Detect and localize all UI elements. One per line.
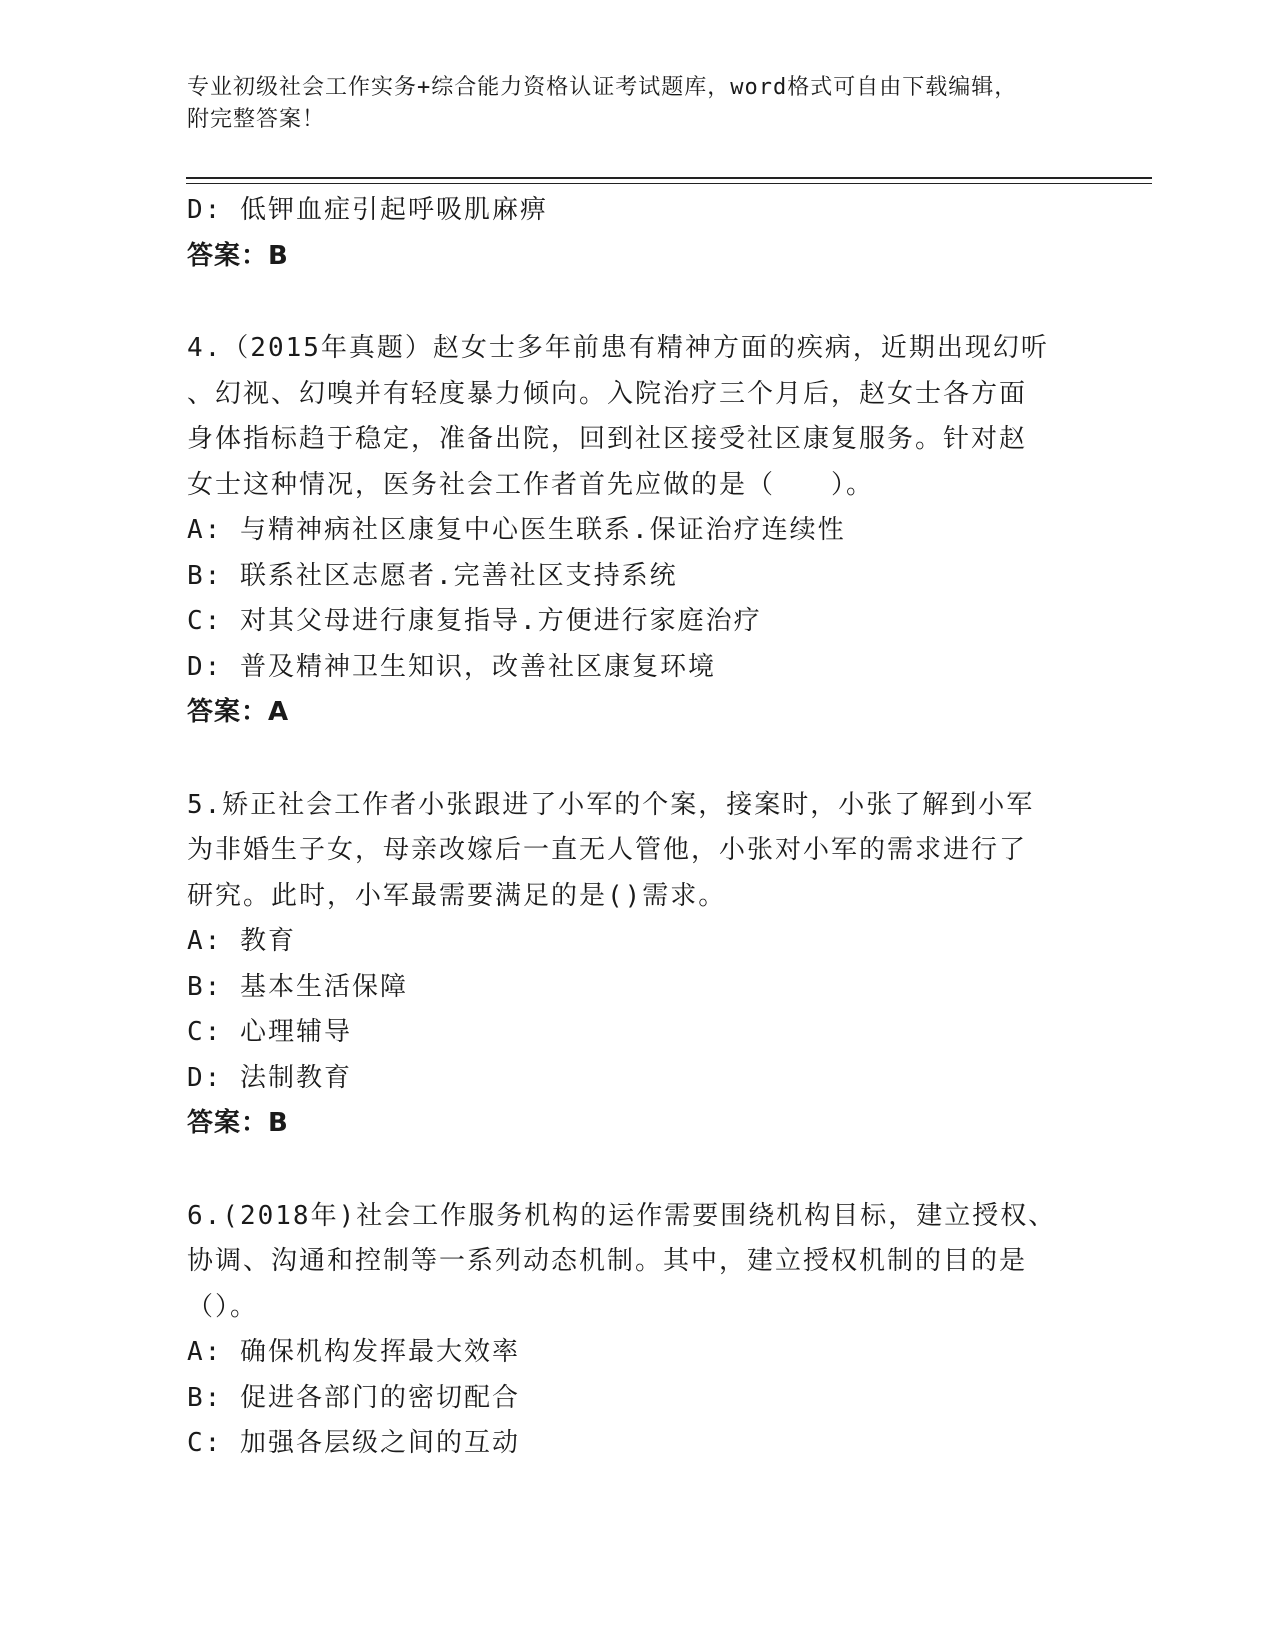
question-6-option-b: B: 促进各部门的密切配合 <box>187 1382 520 1413</box>
question-5-option-a: A: 教育 <box>187 926 296 956</box>
prev-answer: 答案：B <box>187 240 289 271</box>
question-5 <box>187 783 1067 1147</box>
header-line-1: 专业初级社会工作实务+综合能力资格认证考试题库，word格式可自由下载编辑， <box>187 75 1018 100</box>
question-5-line: 5.矫正社会工作者小张跟进了小军的个案，接案时，小张了解到小军 <box>187 789 1035 820</box>
question-4-option-c: C: 对其父母进行康复指导.方便进行家庭治疗 <box>187 606 762 636</box>
question-6-option-a: A: 确保机构发挥最大效率 <box>187 1337 520 1367</box>
header-rule-thin <box>186 183 1152 184</box>
question-4-line: 身体指标趋于稳定，准备出院，回到社区接受社区康复服务。针对赵 <box>187 424 1028 454</box>
question-4-option-d: D: 普及精神卫生知识，改善社区康复环境 <box>187 651 716 682</box>
question-5-option-b: B: 基本生活保障 <box>187 971 408 1002</box>
question-6 <box>187 1194 1067 1467</box>
question-4-line: 女士这种情况，医务社会工作者首先应做的是（ ）。 <box>187 469 875 500</box>
question-4-line: 4.（2015年真题）赵女士多年前患有精神方面的疾病，近期出现幻听 <box>187 333 1049 363</box>
question-6-line: 协调、沟通和控制等一系列动态机制。其中，建立授权机制的目的是 <box>187 1246 1028 1276</box>
document-header <box>187 72 1087 136</box>
question-6-option-c: C: 加强各层级之间的互动 <box>187 1428 520 1458</box>
header-line-2: 附完整答案！ <box>187 107 326 132</box>
question-4-answer: 答案：A <box>187 697 290 727</box>
prev-option-d: D: 低钾血症引起呼吸肌麻痹 <box>187 195 548 225</box>
spacer <box>187 279 1067 326</box>
question-5-line: 研究。此时，小军最需要满足的是()需求。 <box>187 880 727 911</box>
document-body <box>187 188 1067 1467</box>
question-4-line: 、幻视、幻嗅并有轻度暴力倾向。入院治疗三个月后，赵女士各方面 <box>187 378 1028 409</box>
question-5-option-c: C: 心理辅导 <box>187 1017 352 1047</box>
question-6-line: 6.(2018年)社会工作服务机构的运作需要围绕机构目标，建立授权、 <box>187 1200 1057 1231</box>
question-4-option-b: B: 联系社区志愿者.完善社区支持系统 <box>187 560 678 591</box>
header-rule-thick <box>186 177 1152 179</box>
question-4-option-a: A: 与精神病社区康复中心医生联系.保证治疗连续性 <box>187 515 846 545</box>
spacer <box>187 1147 1067 1194</box>
question-4 <box>187 326 1067 736</box>
question-5-line: 为非婚生子女，母亲改嫁后一直无人管他，小张对小军的需求进行了 <box>187 835 1028 865</box>
question-5-option-d: D: 法制教育 <box>187 1062 352 1093</box>
question-6-line: （）。 <box>187 1291 259 1322</box>
spacer <box>187 736 1067 783</box>
question-5-answer: 答案：B <box>187 1108 289 1138</box>
